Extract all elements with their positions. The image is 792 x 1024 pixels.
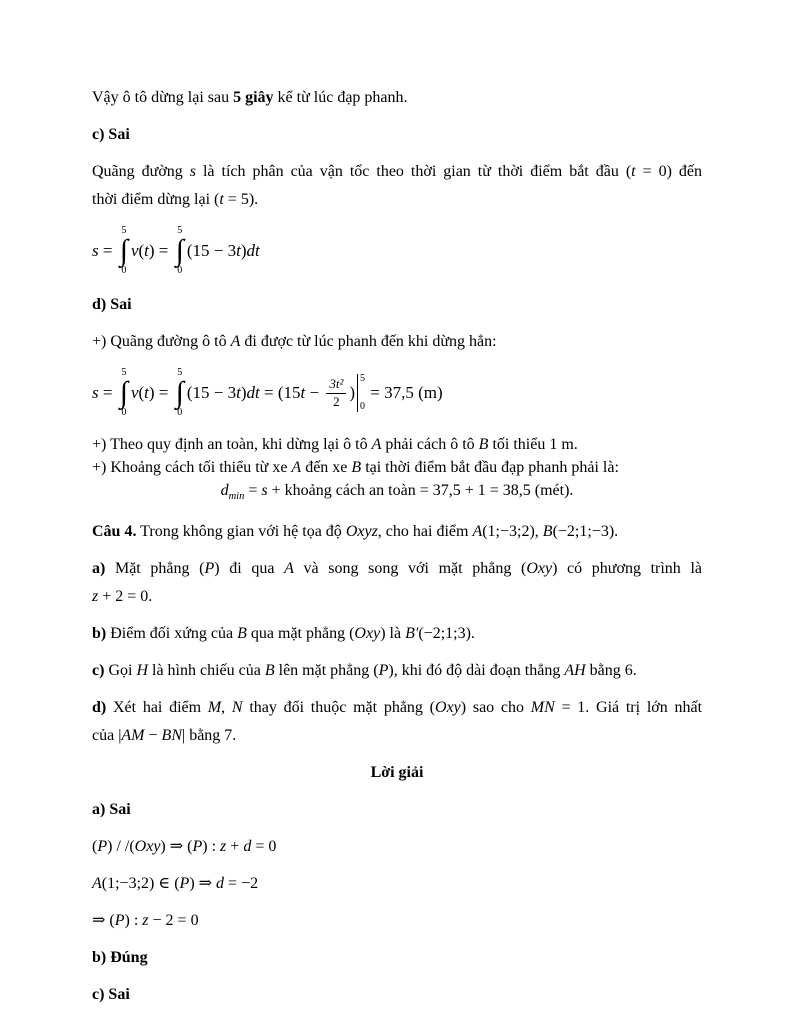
formula-p-equation — [92, 907, 702, 935]
text-run: = — [244, 482, 262, 499]
text-run: s — [92, 382, 99, 402]
evaluation-bar — [357, 374, 365, 412]
text-run: s — [92, 240, 99, 260]
text-run: s — [189, 163, 196, 180]
text-run: Oxyz — [345, 523, 378, 540]
text-run: c) — [92, 662, 105, 679]
text-run: ) — [349, 382, 356, 402]
text-run: M — [207, 699, 222, 716]
text-run: v — [130, 240, 139, 260]
text-run: Câu 4. — [92, 523, 137, 540]
label-a-sai — [92, 796, 702, 824]
text-run: của | — [92, 727, 122, 744]
text-run: + khoảng cách an toàn = 37,5 + 1 = 38,5 (mét). — [267, 482, 574, 499]
text-run: = 0 — [251, 838, 277, 855]
integral-upper-limit: 5 — [177, 366, 183, 378]
integral-symbol — [176, 226, 184, 277]
text-run: A — [472, 523, 483, 540]
evaluation-limits — [358, 374, 365, 412]
text-run: kể từ lúc đạp phanh. — [273, 89, 408, 106]
text-run: t — [219, 191, 224, 208]
text-run: − — [305, 382, 324, 402]
para-dmin-equation — [92, 479, 702, 508]
text-run: a) — [92, 560, 106, 577]
integral-lower-limit: 0 — [121, 407, 127, 419]
text-run: z — [92, 588, 99, 605]
document-content — [92, 84, 702, 1009]
text-run: ⇒ ( — [92, 912, 115, 929]
text-run: H — [136, 662, 148, 679]
text-run: Xét hai điểm — [106, 699, 208, 716]
text-run: ) ⇒ ( — [160, 838, 193, 855]
text-run: B — [237, 625, 247, 642]
text-run: ) là — [380, 625, 406, 642]
text-run: (1;−3;2), — [482, 523, 543, 540]
para-safety-rule — [92, 433, 702, 456]
text-run: Oxy — [435, 699, 461, 716]
text-run: c) Sai — [92, 986, 130, 1003]
text-run: B — [542, 523, 553, 540]
text-run: ) — [240, 382, 247, 402]
text-run: ( — [138, 240, 145, 260]
fraction-numerator: 3t² — [326, 376, 346, 393]
integral-lower-limit: 0 — [177, 265, 183, 277]
integral-symbol — [176, 368, 184, 419]
label-d-sai — [92, 291, 702, 319]
text-run: ) đi qua — [214, 560, 285, 577]
integral-upper-limit: 5 — [121, 224, 127, 236]
text-run: d) Sai — [92, 296, 132, 313]
text-run: ) ⇒ — [189, 875, 217, 892]
text-run: P — [97, 838, 108, 855]
text-run: ( — [92, 838, 98, 855]
integral-symbol — [120, 368, 128, 419]
para-c-statement — [92, 657, 702, 685]
text-run: ) = — [148, 240, 173, 260]
para-cau4-statement — [92, 518, 702, 546]
text-run: ), khi đó độ dài đoạn thẳng — [388, 662, 565, 679]
para-distance-integral-line1 — [92, 158, 702, 186]
text-run: + — [226, 838, 244, 855]
integral-lower-limit: 0 — [177, 407, 183, 419]
text-run: − 2 = 0 — [148, 912, 199, 929]
text-run: , cho hai điểm — [377, 523, 473, 540]
text-run: Quãng đường — [92, 163, 190, 180]
text-run: B — [351, 459, 362, 476]
text-run: N — [231, 699, 243, 716]
para-a-statement-line2 — [92, 583, 702, 611]
text-run: dt — [246, 382, 260, 402]
integral-upper-limit: 5 — [177, 224, 183, 236]
text-run: B′ — [405, 625, 419, 642]
text-run: và song song với mặt phẳng ( — [293, 560, 527, 577]
text-run: là hình chiếu của — [148, 662, 265, 679]
text-run: v — [130, 382, 139, 402]
upper-limit: 5 — [360, 373, 366, 384]
text-run: t — [144, 382, 149, 402]
text-run: Trong không gian với hệ tọa độ — [136, 523, 346, 540]
text-run: = −2 — [224, 875, 259, 892]
text-run: thay đổi thuộc mặt phẳng ( — [242, 699, 436, 716]
text-run: ) — [240, 240, 247, 260]
text-run: phải cách ô tô — [381, 436, 479, 453]
fraction — [326, 376, 346, 410]
text-run: P — [114, 912, 125, 929]
text-run: tối thiểu 1 m. — [488, 436, 578, 453]
para-braking-distance — [92, 328, 702, 356]
text-run: A — [284, 560, 294, 577]
text-run: Oxy — [526, 560, 553, 577]
text-run: A — [92, 875, 102, 892]
formula-p-parallel-oxy — [92, 833, 702, 861]
text-run: = 1. Giá trị lớn nhất — [554, 699, 703, 716]
text-run: = 5). — [223, 191, 259, 208]
text-run: thời điểm dừng lại ( — [92, 191, 220, 208]
text-run: B — [478, 436, 489, 453]
text-run: , — [221, 699, 232, 716]
fraction-denominator: 2 — [333, 393, 340, 409]
text-run: tại thời điểm bắt đầu đạp phanh phải là: — [361, 459, 619, 476]
text-run: (−2;1;−3). — [552, 523, 619, 540]
formula-distance-integral — [92, 223, 702, 279]
text-run: t — [236, 382, 241, 402]
text-run: A — [291, 459, 302, 476]
text-run: = — [98, 240, 117, 260]
text-run: ( — [138, 382, 145, 402]
para-d-statement-line2 — [92, 722, 702, 750]
text-run: d — [216, 875, 225, 892]
text-run: P — [204, 560, 215, 577]
text-run: min — [228, 491, 245, 502]
text-run: | bằng 7. — [182, 727, 237, 744]
text-run: t — [144, 240, 149, 260]
para-min-distance — [92, 456, 702, 479]
label-c-sai-2 — [92, 981, 702, 1009]
para-a-statement-line1 — [92, 555, 702, 583]
para-b-statement — [92, 620, 702, 648]
text-run: Lời giải — [370, 764, 424, 781]
label-b-dung — [92, 944, 702, 972]
text-run: ) có phương trình là — [552, 560, 703, 577]
formula-distance-result — [92, 365, 702, 421]
text-run: Oxy — [134, 838, 161, 855]
text-run: Mặt phẳng ( — [105, 560, 205, 577]
text-run: d) — [92, 699, 107, 716]
integral-symbol — [120, 226, 128, 277]
integral-glyph: ∫ — [175, 375, 184, 409]
text-run: lên mặt phẳng ( — [274, 662, 379, 679]
text-run: P — [378, 662, 389, 679]
text-run: BN — [161, 727, 182, 744]
text-run: + 2 = 0. — [98, 588, 153, 605]
text-run: z — [142, 912, 149, 929]
text-run: AH — [564, 662, 586, 679]
text-run: a) Sai — [92, 801, 131, 818]
text-run: z — [220, 838, 227, 855]
text-run: +) Khoảng cách tối thiểu từ xe — [92, 459, 292, 476]
para-d-statement-line1 — [92, 694, 702, 722]
text-run: +) Quãng đường ô tô — [92, 333, 231, 350]
text-run: ) sao cho — [460, 699, 531, 716]
text-run: AM — [121, 727, 145, 744]
integral-upper-limit: 5 — [121, 366, 127, 378]
heading-loi-giai — [92, 759, 702, 787]
text-run: (15 − 3 — [186, 382, 237, 402]
text-run: Gọi — [104, 662, 137, 679]
text-run: t — [631, 163, 636, 180]
text-run: A — [230, 333, 241, 350]
text-run: là tích phân của vận tốc theo thời gian từ thời điểm bắt đầu ( — [196, 163, 632, 180]
integral-glyph: ∫ — [119, 233, 128, 267]
text-run: qua mặt phẳng ( — [246, 625, 355, 642]
text-run: ) : — [202, 838, 221, 855]
text-run: b) — [92, 625, 107, 642]
text-run: = 0) đến — [635, 163, 702, 180]
text-run: Oxy — [354, 625, 381, 642]
text-run: ) = — [148, 382, 173, 402]
text-run: bằng 6. — [585, 662, 637, 679]
text-run: = 37,5 (m) — [366, 382, 443, 402]
integral-glyph: ∫ — [119, 375, 128, 409]
text-run: Điểm đối xứng của — [106, 625, 238, 642]
text-run: c) Sai — [92, 126, 130, 143]
text-run: P — [192, 838, 203, 855]
text-run: (−2;1;3). — [418, 625, 475, 642]
text-run: = — [98, 382, 117, 402]
text-run: d — [243, 838, 252, 855]
text-run: đến xe — [301, 459, 352, 476]
text-run: 5 giây — [233, 89, 274, 106]
para-distance-integral-line2 — [92, 186, 702, 214]
text-run: +) Theo quy định an toàn, khi dừng lại ô tô — [92, 436, 372, 453]
text-run: b) Đúng — [92, 949, 148, 966]
text-run: A — [371, 436, 382, 453]
text-run: dt — [246, 240, 260, 260]
text-run: t — [300, 382, 306, 402]
integral-lower-limit: 0 — [121, 265, 127, 277]
text-run: ) : — [124, 912, 143, 929]
text-run: d — [220, 482, 229, 499]
text-run: (1;−3;2) ∈ ( — [101, 875, 180, 892]
text-run: ) / /( — [107, 838, 135, 855]
text-run: = (15 — [259, 382, 301, 402]
text-run: P — [179, 875, 190, 892]
text-run: MN — [530, 699, 555, 716]
text-run: B — [264, 662, 275, 679]
lower-limit: 0 — [360, 401, 366, 412]
formula-a-in-p — [92, 870, 702, 898]
text-run: − — [144, 727, 162, 744]
integral-glyph: ∫ — [175, 233, 184, 267]
label-c-sai — [92, 121, 702, 149]
text-run: t — [236, 240, 241, 260]
text-run: đi được từ lúc phanh đến khi dừng hẳn: — [240, 333, 497, 350]
para-stop-conclusion — [92, 84, 702, 112]
text-run: (15 − 3 — [186, 240, 237, 260]
text-run: s — [261, 482, 268, 499]
text-run: Vậy ô tô dừng lại sau — [92, 89, 234, 106]
